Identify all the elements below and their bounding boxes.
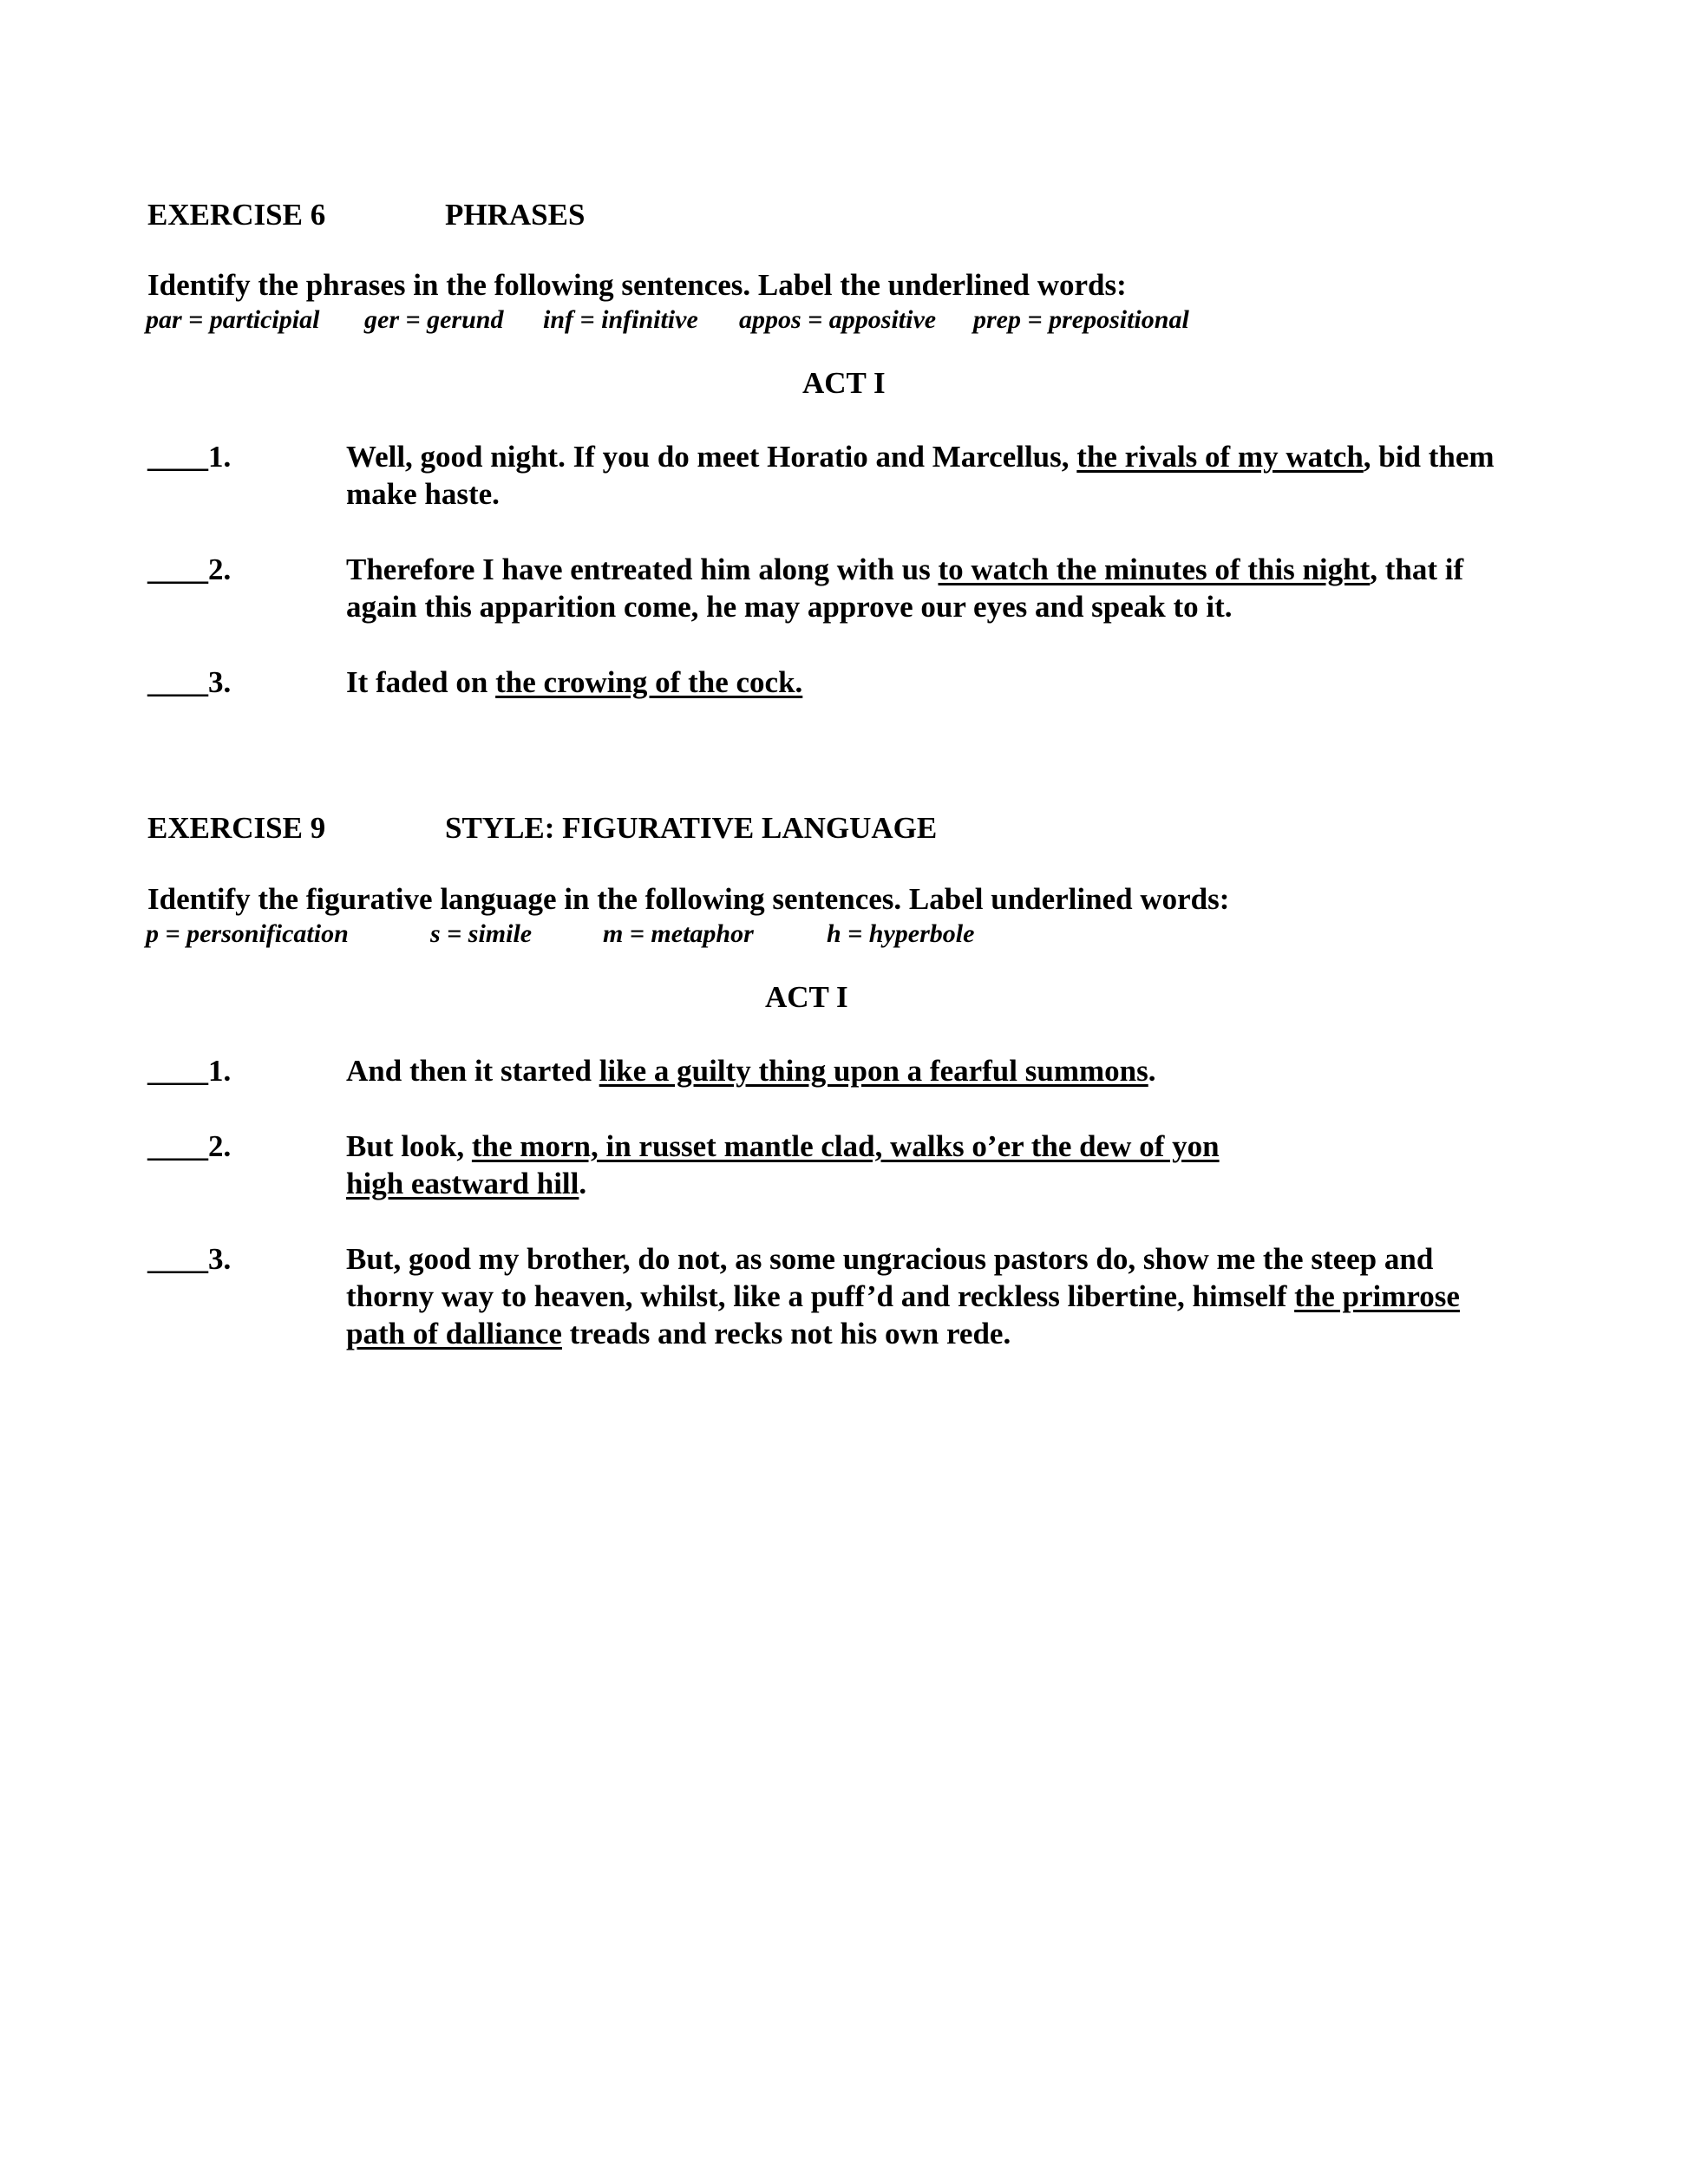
underlined-phrase: the rivals of my watch	[1076, 440, 1364, 474]
sentence-text: , bid them make haste.	[346, 440, 1495, 511]
sentence-text: treads and recks not his own rede.	[561, 1317, 1011, 1350]
exercise9-act-heading: ACT I	[765, 980, 848, 1014]
answer-blank[interactable]: ____3.	[147, 665, 232, 699]
answer-blank[interactable]: ____1.	[147, 1054, 232, 1088]
underlined-phrase: high eastward hill	[346, 1167, 579, 1200]
sentence-text: But, good my brother, do not, as some ungracious pastors do, show me the steep and thorny way to heaven, whilst, like a puff’d and reckless libertine, himself	[346, 1242, 1434, 1313]
question-text	[346, 664, 1500, 701]
legend-item: inf = infinitive	[543, 305, 698, 334]
legend-item: ger = gerund	[364, 305, 504, 334]
answer-blank[interactable]: ____1.	[147, 440, 232, 474]
legend-item: appos = appositive	[739, 305, 937, 334]
question-text	[346, 1128, 1500, 1202]
sentence-text: .	[579, 1167, 587, 1200]
exercise9-instruction: Identify the figurative language in the following sentences. Label underlined words:	[147, 882, 1230, 916]
underlined-phrase: the crowing of the cock.	[495, 665, 803, 699]
sentence-text: And then it started	[346, 1054, 599, 1088]
sentence-text: Therefore I have entreated him along with us	[346, 553, 939, 586]
legend-item: m = metaphor	[603, 919, 754, 948]
answer-blank[interactable]: ____2.	[147, 553, 232, 586]
legend-item: par = participial	[146, 305, 320, 334]
underlined-phrase: like a guilty thing upon a fearful summons	[599, 1054, 1148, 1088]
underlined-phrase: the primrose path of dalliance	[346, 1279, 1460, 1350]
answer-blank[interactable]: ____2.	[147, 1129, 232, 1163]
sentence-text: It faded on	[346, 665, 496, 699]
exercise6-topic: PHRASES	[445, 198, 586, 232]
exercise9-number: EXERCISE 9	[147, 811, 326, 845]
legend-item: p = personification	[146, 919, 349, 948]
underlined-phrase: to watch the minutes of this night	[938, 553, 1371, 586]
sentence-text: .	[1148, 1054, 1156, 1088]
exercise6-number: EXERCISE 6	[147, 198, 326, 232]
question-text	[346, 551, 1517, 625]
sentence-text: But look,	[346, 1129, 472, 1163]
sentence-text: Well, good night. If you do meet Horatio and Marcellus,	[346, 440, 1077, 474]
legend-item: h = hyperbole	[827, 919, 975, 948]
exercise9-topic: STYLE: FIGURATIVE LANGUAGE	[445, 811, 938, 845]
underlined-phrase: the morn, in russet mantle clad, walks o’er the dew of yon	[471, 1129, 1220, 1163]
sentence-text: , that if again this apparition come, he may approve our eyes and speak to it.	[346, 553, 1464, 624]
legend-item: s = simile	[430, 919, 533, 948]
question-text	[346, 438, 1508, 513]
exercise6-act-heading: ACT I	[802, 366, 886, 400]
legend-item: prep = prepositional	[973, 305, 1189, 334]
question-text	[346, 1052, 1500, 1089]
question-text	[346, 1240, 1500, 1352]
answer-blank[interactable]: ____3.	[147, 1242, 232, 1276]
exercise6-instruction: Identify the phrases in the following sentences. Label the underlined words:	[147, 268, 1127, 302]
